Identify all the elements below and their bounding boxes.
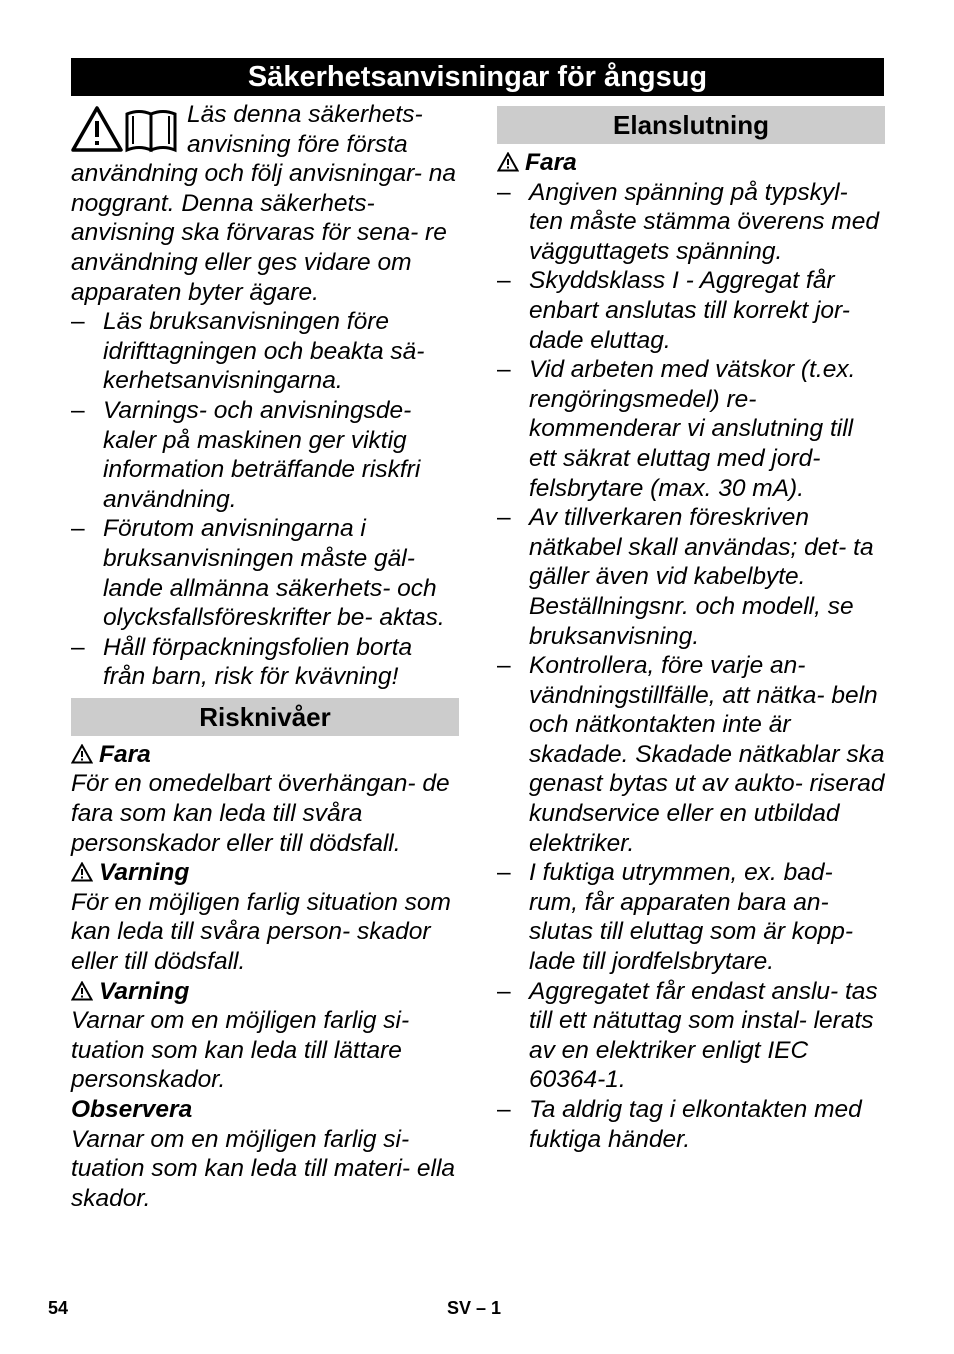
list-item: – Varnings- och anvisningsde- kaler på maskinen ger viktig information beträffande riskfri användning.: [71, 396, 421, 513]
risk-level-text: För en möjligen farlig situation som kan leda till svåra person- skador eller till dödsfall.: [71, 888, 451, 976]
risk-level-text: Varnar om en möjligen farlig si- tuation som kan leda till lättare personskador.: [71, 1007, 410, 1094]
risk-level-label: Observera: [71, 1096, 193, 1123]
section-code: SV – 1: [447, 1298, 502, 1318]
page-number: 54: [48, 1298, 69, 1318]
list-item: – Skyddsklass I - Aggregat får enbart anslutas till korrekt jor- dade eluttag.: [497, 267, 850, 354]
list-item: – Av tillverkaren föreskriven nätkabel skall användas; det- ta gäller även vid kabelbyte. Beställningsnr. och modell, se bruksanvisning.: [497, 504, 874, 650]
warning-triangle-icon: [71, 981, 93, 1001]
warning-triangle-icon: [73, 108, 121, 150]
warning-and-manual-icon: [71, 104, 181, 156]
list-item: – I fuktiga utrymmen, ex. bad- rum, får apparaten bara an- slutas till eluttag som är kopp- lade till jordfelsbrytare.: [497, 859, 854, 976]
risk-level-label: Varning: [99, 977, 190, 1005]
risk-level-danger: [71, 740, 459, 858]
electrical-connection-heading: Elanslutning: [497, 106, 885, 144]
risk-level-warning: [71, 858, 459, 976]
list-item: – Angiven spänning på typskyl- ten måste stämma överens med vägguttagets spänning.: [497, 178, 879, 265]
list-item: – Aggregatet får endast anslu- tas till ett nätuttag som instal- lerats av en elektriker enligt IEC 60364-1.: [497, 977, 878, 1094]
risk-levels-heading: Risknivåer: [71, 698, 459, 736]
list-item: – Vid arbeten med vätskor (t.ex. rengöringsmedel) re- kommenderar vi anslutning till ett säkrat eluttag med jord- felsbrytare (max. 30 mA).: [497, 356, 856, 502]
warning-triangle-icon: [71, 744, 93, 764]
risk-level-caution: [71, 977, 459, 1095]
list-item: – Läs bruksanvisningen före idrifttagningen och beakta sä- kerhetsanvisningarna.: [71, 308, 425, 395]
list-item: – Håll förpackningsfolien borta från barn, risk för kvävning!: [71, 633, 413, 691]
list-item: – Kontrollera, före varje an- vändningstillfälle, att nätka- beln och nätkontakten inte är skadade. Skadade nätkablar ska genast bytas ut av aukto- riserad kundservice eller en utbildad elektriker.: [497, 652, 885, 857]
risk-level-text: För en omedelbart överhängan- de fara som kan leda till svåra personskador eller till dödsfall.: [71, 770, 450, 857]
warning-triangle-icon: [497, 152, 519, 172]
warning-triangle-icon: [71, 862, 93, 882]
electrical-list: [497, 178, 885, 1155]
risk-level-text: Varnar om en möjligen farlig si- tuation som kan leda till materi- ella skador.: [71, 1125, 456, 1212]
left-column: [71, 100, 459, 1213]
right-column: [497, 100, 885, 1154]
manual-book-icon: [127, 112, 175, 151]
danger-label: Fara: [497, 148, 885, 178]
intro-text: Läs denna säkerhets- anvisning före första användning och följ anvisningar- na noggrant. Denna säkerhets- anvisning ska förvaras för sena- re användning eller ges vidare om apparaten byter ägare.: [71, 101, 457, 306]
risk-level-label: Fara: [99, 740, 151, 768]
risk-level-label: Varning: [99, 859, 190, 887]
intro-block: [71, 100, 459, 307]
page-title: Säkerhetsanvisningar för ångsug: [71, 58, 884, 96]
risk-level-notice: [71, 1095, 459, 1213]
list-item: – Ta aldrig tag i elkontakten med fuktiga händer.: [497, 1096, 862, 1153]
intro-list: [71, 307, 459, 692]
list-item: – Förutom anvisningarna i bruksanvisningen måste gäl- lande allmänna säkerhets- och olycksfallsföreskrifter be- aktas.: [71, 515, 445, 632]
